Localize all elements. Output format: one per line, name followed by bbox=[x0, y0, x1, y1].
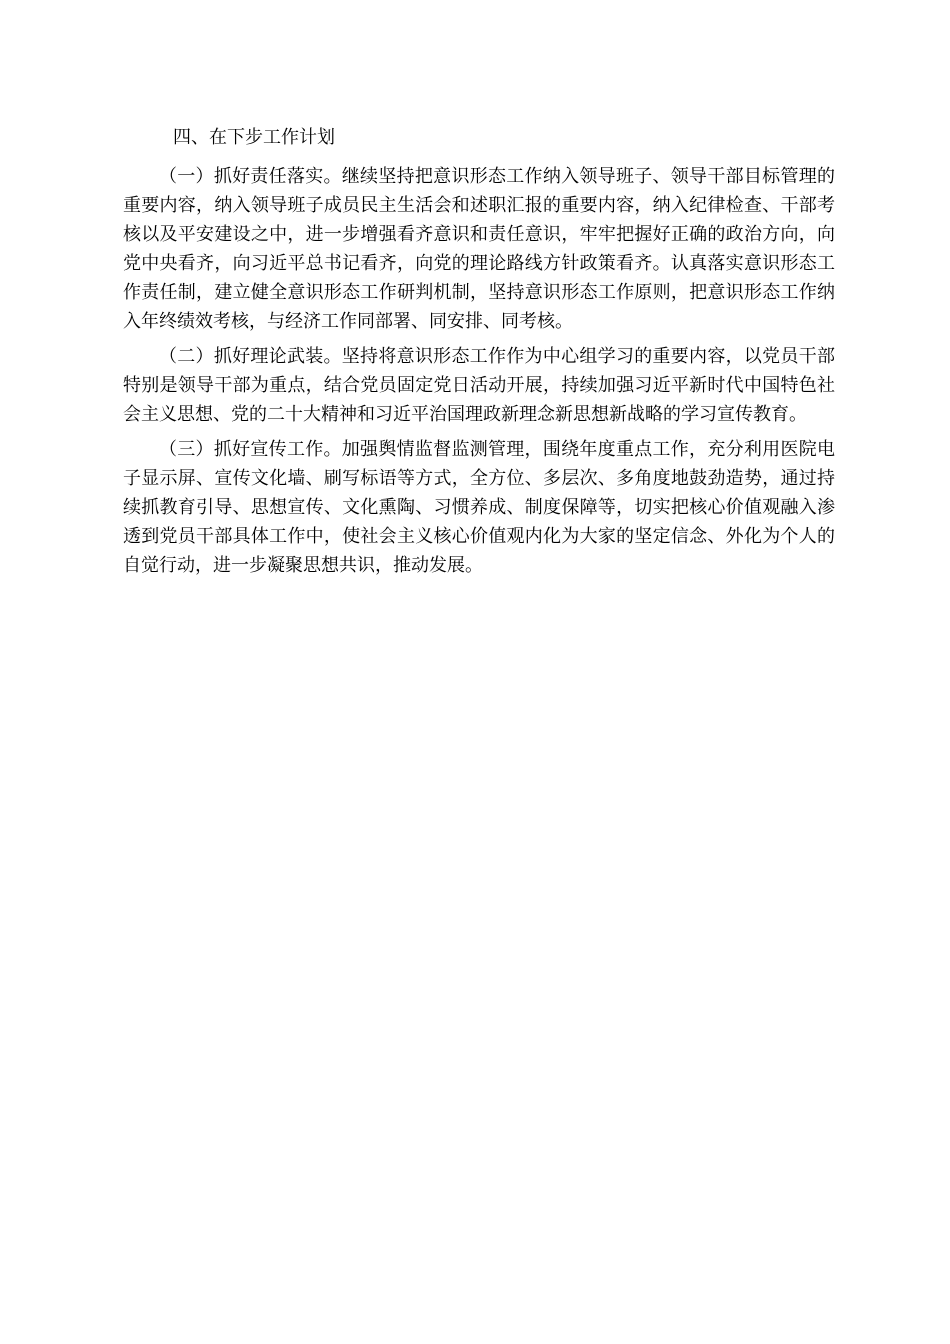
paragraph-responsibility: （一）抓好责任落实。继续坚持把意识形态工作纳入领导班子、领导干部目标管理的重要内容，纳入领导班子成员民主生活会和述职汇报的重要内容，纳入纪律检查、干部考核以及平安建设之中，进一步增强看齐意识和责任意识，牢牢把握好正确的政治方向，向党中央看齐，向习近平总书记看齐，向党的理论路线方针政策看齐。认真落实意识形态工作责任制，建立健全意识形态工作研判机制，坚持意识形态工作原则，把意识形态工作纳入年终绩效考核，与经济工作同部署、同安排、同考核。 bbox=[123, 166, 835, 332]
section-heading: 四、在下步工作计划 bbox=[173, 127, 335, 148]
paragraph-theory: （二）抓好理论武装。坚持将意识形态工作作为中心组学习的重要内容，以党员干部特别是领导干部为重点，结合党员固定党日活动开展，持续加强习近平新时代中国特色社会主义思想、党的二十大精神和习近平治国理政新理念新思想新战略的学习宣传教育。 bbox=[123, 346, 835, 425]
document-body bbox=[123, 120, 835, 586]
paragraph-publicity: （三）抓好宣传工作。加强舆情监督监测管理，围绕年度重点工作，充分利用医院电子显示屏、宣传文化墙、刷写标语等方式，全方位、多层次、多角度地鼓劲造势，通过持续抓教育引导、思想宣传、文化熏陶、习惯养成、制度保障等，切实把核心价值观融入渗透到党员干部具体工作中，使社会主义核心价值观内化为大家的坚定信念、外化为个人的自觉行动，进一步凝聚思想共识，推动发展。 bbox=[123, 439, 835, 576]
